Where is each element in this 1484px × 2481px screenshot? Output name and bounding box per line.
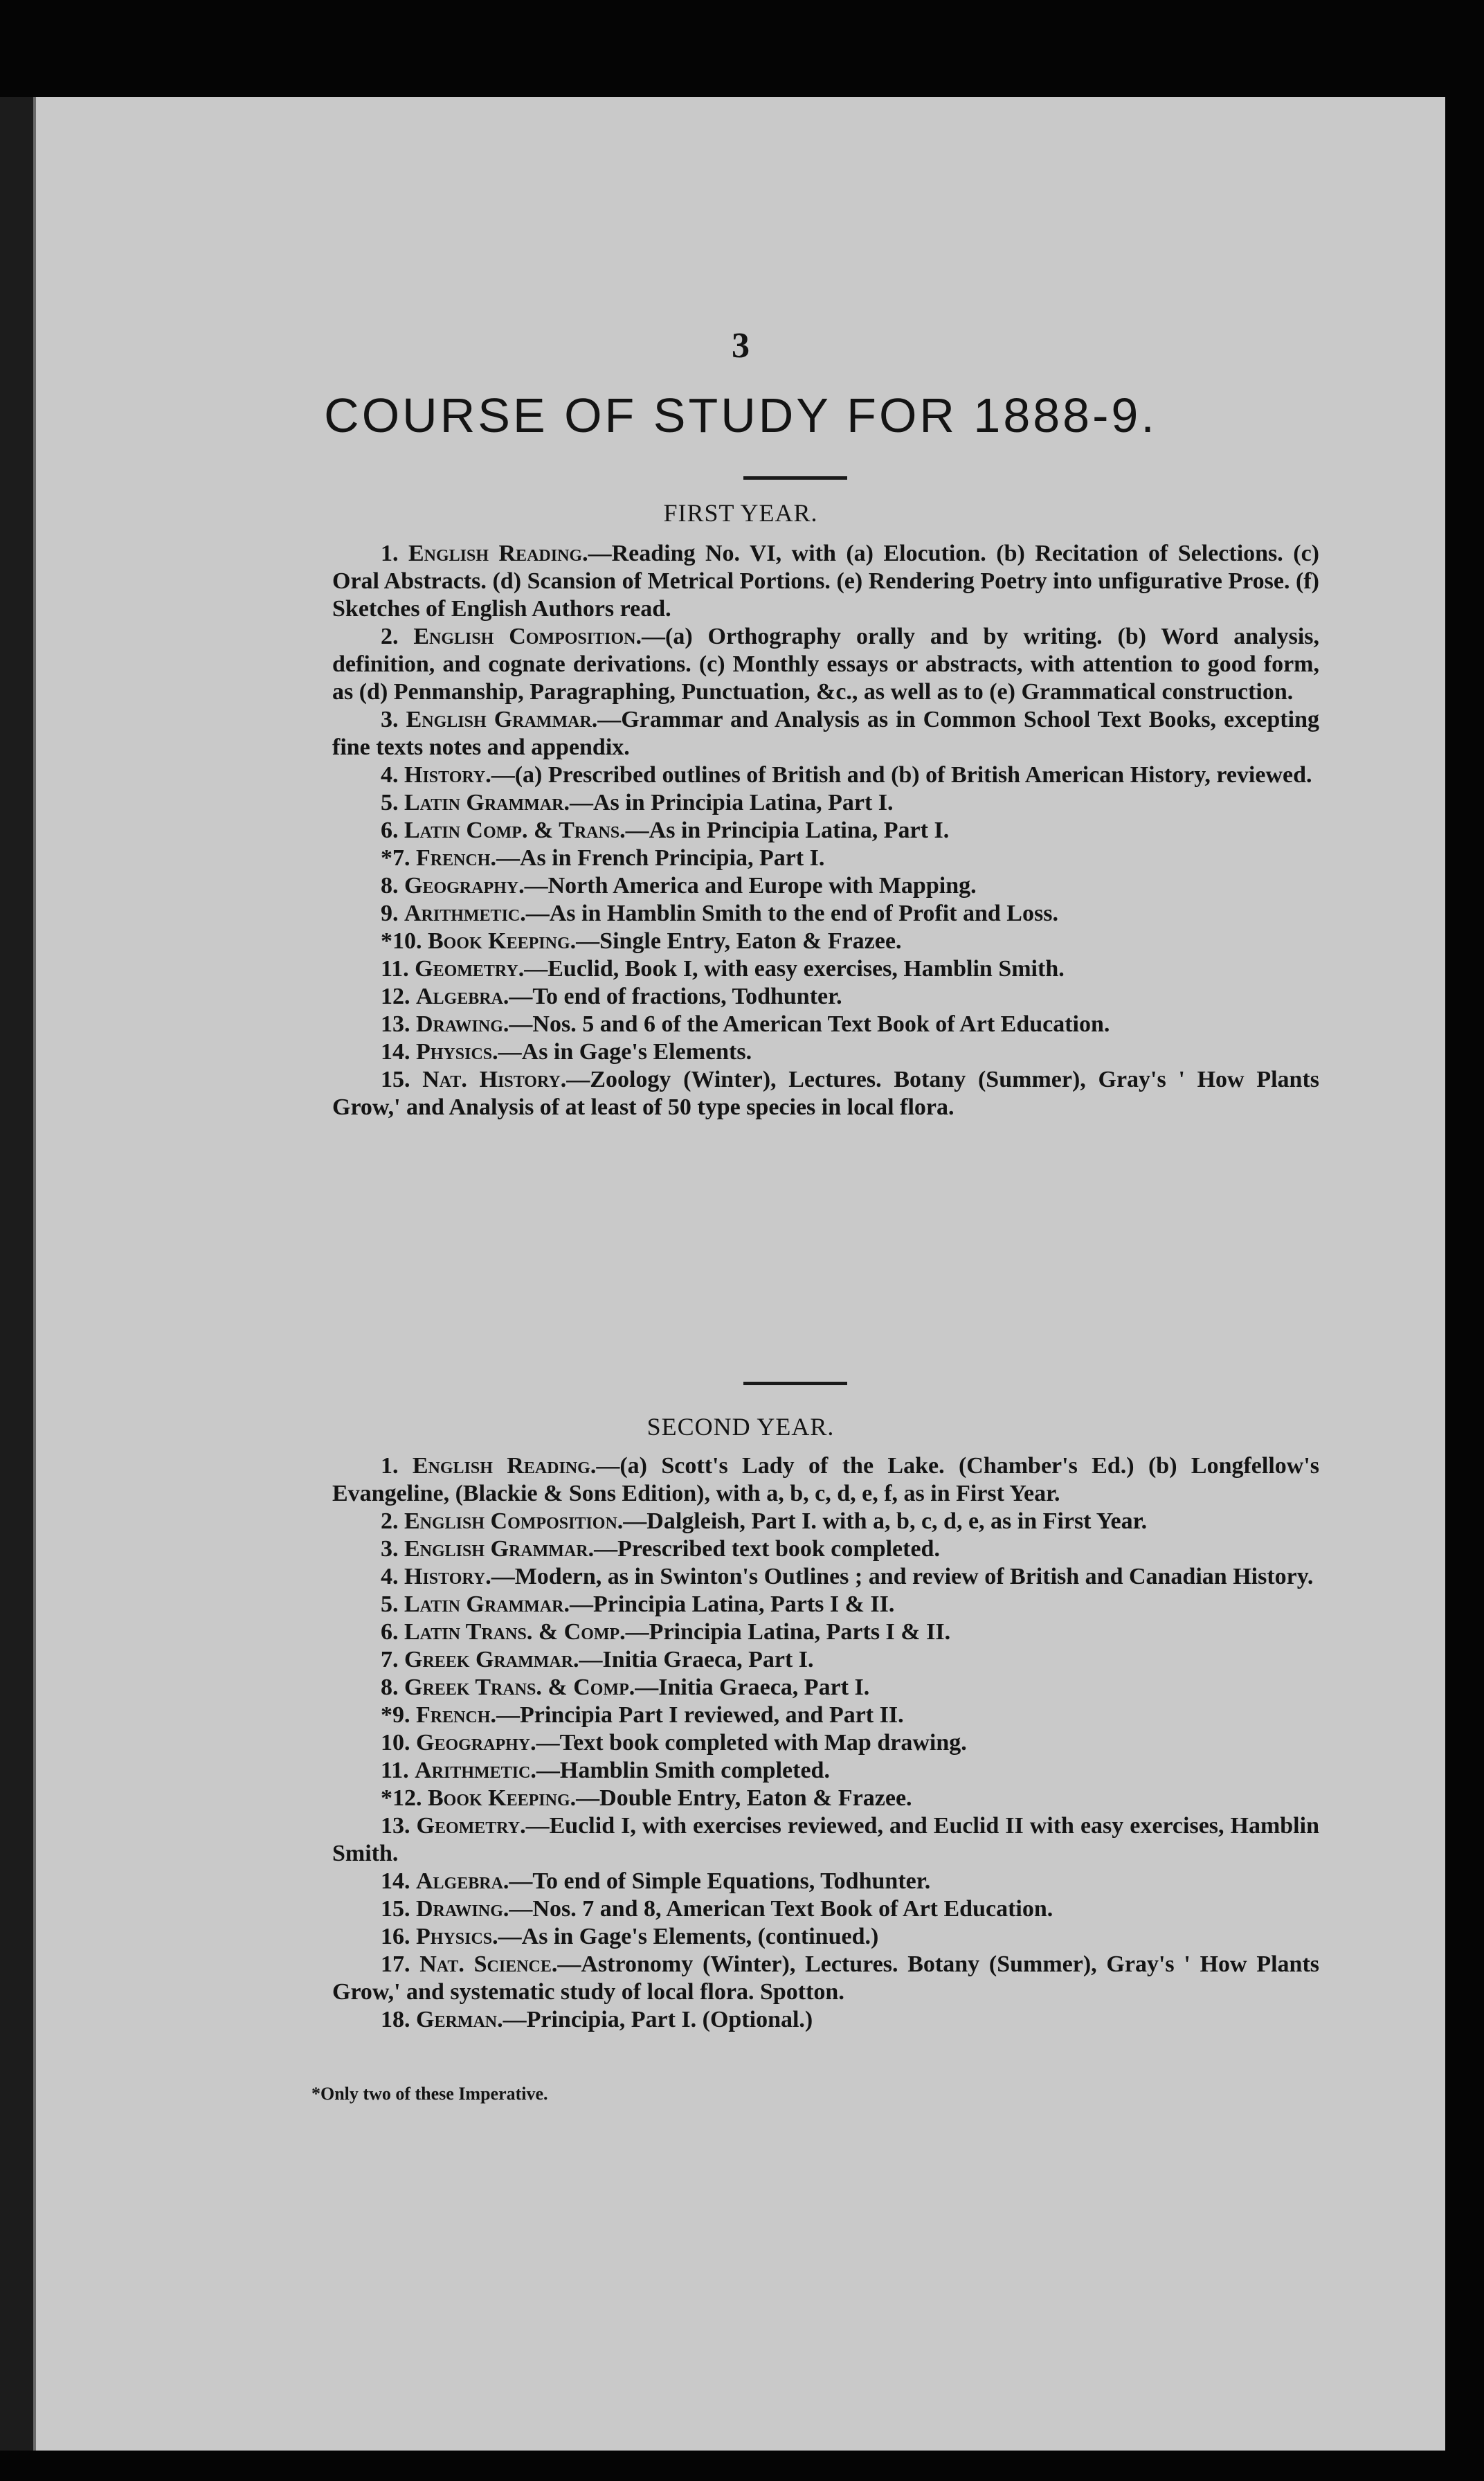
item-description: —Nos. 5 and 6 of the American Text Book of Art Education.	[509, 1011, 1110, 1037]
item-number: 4.	[381, 762, 404, 788]
course-item	[332, 1535, 1319, 1563]
item-number: 4.	[381, 1564, 404, 1589]
section-divider	[743, 1382, 847, 1385]
item-number: 6.	[381, 818, 404, 843]
item-description: —Principia Latina, Parts I & II.	[625, 1619, 951, 1645]
item-number: 2.	[381, 624, 414, 649]
second-year-heading: SECOND YEAR.	[646, 1413, 835, 1441]
item-number: *7.	[381, 845, 416, 871]
item-subject: Drawing.	[416, 1896, 509, 1922]
course-item	[332, 1868, 1319, 1895]
item-number: 7.	[381, 1647, 404, 1672]
course-item	[332, 789, 1319, 817]
item-number: 18.	[381, 2007, 416, 2032]
item-subject: History.	[404, 762, 491, 788]
item-number: *10.	[381, 928, 428, 954]
item-subject: History.	[404, 1564, 491, 1589]
item-description: —(a) Prescribed outlines of British and (b) of British American History, reviewed.	[491, 762, 1312, 788]
item-subject: Latin Comp. & Trans.	[404, 818, 626, 843]
first-year-list	[332, 540, 1319, 1121]
course-item	[332, 845, 1319, 872]
footnote: *Only two of these Imperative.	[311, 2084, 548, 2104]
item-subject: French.	[416, 1702, 496, 1728]
document-page	[33, 97, 1445, 2451]
item-number: 3.	[381, 707, 406, 732]
course-item	[332, 1066, 1319, 1121]
page-edge-shadow	[0, 97, 33, 2451]
item-subject: English Grammar.	[404, 1536, 595, 1562]
item-description: —To end of fractions, Todhunter.	[509, 984, 842, 1009]
course-item	[332, 1951, 1319, 2006]
item-subject: Physics.	[416, 1039, 498, 1065]
item-number: *12.	[381, 1785, 428, 1811]
course-item	[332, 1895, 1319, 1923]
item-number: 3.	[381, 1536, 404, 1562]
item-description: —Initia Graeca, Part I.	[579, 1647, 814, 1672]
course-item	[332, 1785, 1319, 1812]
item-number: 13.	[381, 1813, 417, 1839]
item-description: —As in French Principia, Part I.	[496, 845, 825, 871]
item-subject: Geometry.	[416, 1813, 526, 1839]
item-subject: Greek Grammar.	[404, 1647, 579, 1672]
item-number: *9.	[381, 1702, 416, 1728]
title-divider	[743, 476, 847, 480]
item-description: —Euclid I, with exercises reviewed, and Euclid II with easy exercises, Hamblin Smith.	[332, 1813, 1319, 1866]
item-number: 14.	[381, 1868, 416, 1894]
item-number: 5.	[381, 1591, 404, 1617]
course-item	[332, 2006, 1319, 2034]
item-subject: English Reading.	[412, 1453, 597, 1479]
item-subject: Arithmetic.	[415, 1758, 536, 1783]
item-description: —(a) Scott's Lady of the Lake. (Chamber's Ed.) (b) Longfellow's Evangeline, (Blackie & Sons Edition), with a, b, c, d, e, f, as in First Year.	[332, 1453, 1320, 1506]
item-description: —Single Entry, Eaton & Frazee.	[576, 928, 902, 954]
item-description: —Zoology (Winter), Lectures. Botany (Summer), Gray's ' How Plants Grow,' and Analysis of at least of 50 type species in local flora.	[332, 1067, 1320, 1120]
item-subject: English Composition.	[404, 1508, 624, 1534]
item-subject: Latin Grammar.	[404, 1591, 570, 1617]
item-description: —Euclid, Book I, with easy exercises, Hamblin Smith.	[524, 956, 1065, 982]
course-item	[332, 1452, 1319, 1508]
course-item	[332, 1591, 1319, 1618]
item-subject: Algebra.	[416, 1868, 509, 1894]
item-number: 8.	[381, 1675, 404, 1700]
course-item	[332, 1812, 1319, 1868]
item-number: 1.	[381, 1453, 413, 1479]
item-subject: Greek Trans. & Comp.	[404, 1675, 635, 1700]
item-subject: French.	[416, 845, 496, 871]
course-item	[332, 1038, 1319, 1066]
item-subject: Geography.	[404, 873, 525, 899]
item-number: 8.	[381, 873, 404, 899]
item-subject: Geometry.	[415, 956, 525, 982]
first-year-heading: FIRST YEAR.	[663, 499, 818, 527]
item-subject: Algebra.	[416, 984, 509, 1009]
item-description: —Modern, as in Swinton's Outlines ; and review of British and Canadian History.	[491, 1564, 1314, 1589]
item-number: 17.	[381, 1951, 420, 1977]
item-description: —To end of Simple Equations, Todhunter.	[509, 1868, 931, 1894]
item-description: —As in Gage's Elements.	[498, 1039, 752, 1065]
item-description: —Principia Part I reviewed, and Part II.	[496, 1702, 904, 1728]
item-subject: English Composition.	[413, 624, 642, 649]
course-item	[332, 1702, 1319, 1729]
course-item	[332, 817, 1319, 845]
item-subject: Nat. History.	[422, 1067, 567, 1092]
item-number: 15.	[381, 1067, 423, 1092]
item-subject: English Reading.	[408, 541, 588, 566]
item-number: 1.	[381, 541, 408, 566]
item-description: —Text book completed with Map drawing.	[536, 1730, 967, 1756]
item-number: 14.	[381, 1039, 416, 1065]
course-item	[332, 540, 1319, 623]
item-subject: Drawing.	[416, 1011, 509, 1037]
second-year-list	[332, 1452, 1319, 2034]
item-subject: Latin Grammar.	[404, 790, 570, 815]
course-item	[332, 872, 1319, 900]
page-title: COURSE OF STUDY FOR 1888-9.	[324, 388, 1157, 442]
item-number: 6.	[381, 1619, 404, 1645]
item-subject: Latin Trans. & Comp.	[404, 1619, 626, 1645]
item-subject: English Grammar.	[406, 707, 598, 732]
item-subject: German.	[416, 2007, 503, 2032]
item-number: 13.	[381, 1011, 416, 1037]
course-item	[332, 761, 1319, 789]
item-number: 15.	[381, 1896, 416, 1922]
item-description: —Principia, Part I. (Optional.)	[503, 2007, 813, 2032]
course-item	[332, 1508, 1319, 1535]
item-description: —Grammar and Analysis as in Common School Text Books, excepting fine texts notes and appendix.	[332, 707, 1319, 760]
item-number: 12.	[381, 984, 416, 1009]
item-number: 11.	[381, 956, 415, 982]
course-item	[332, 706, 1319, 761]
item-description: —Prescribed text book completed.	[594, 1536, 940, 1562]
item-subject: Book Keeping.	[428, 928, 577, 954]
item-number: 2.	[381, 1508, 404, 1534]
course-item	[332, 1729, 1319, 1757]
item-number: 5.	[381, 790, 404, 815]
item-description: —Nos. 7 and 8, American Text Book of Art Education.	[509, 1896, 1053, 1922]
course-item	[332, 928, 1319, 955]
item-description: —(a) Orthography orally and by writing. (b) Word analysis, definition, and cognate derivations. (c) Monthly essays or abstracts, with attention to good form, as (d) Penmanship, Paragraphing, Punctuation, &c., as well as to (e) Grammatical construction.	[332, 624, 1319, 705]
item-number: 10.	[381, 1730, 416, 1756]
course-item	[332, 983, 1319, 1011]
item-description: —As in Principia Latina, Part I.	[625, 818, 950, 843]
course-item	[332, 1011, 1319, 1038]
course-item	[332, 955, 1319, 983]
course-item	[332, 1923, 1319, 1951]
item-description: —Reading No. VI, with (a) Elocution. (b) Recitation of Selections. (c) Oral Abstracts. (d) Scansion of Metrical Portions. (e) Rendering Poetry into unfigurative Prose. (f) Sketches of English Authors read.	[332, 541, 1319, 622]
item-number: 9.	[381, 901, 404, 926]
item-description: —North America and Europe with Mapping.	[524, 873, 977, 899]
item-description: —As in Principia Latina, Part I.	[570, 790, 894, 815]
course-item	[332, 900, 1319, 928]
item-description: —Double Entry, Eaton & Frazee.	[576, 1785, 912, 1811]
item-description: —Hamblin Smith completed.	[536, 1758, 830, 1783]
course-item	[332, 1646, 1319, 1674]
course-item	[332, 1563, 1319, 1591]
page-number: 3	[732, 326, 750, 366]
course-item	[332, 1618, 1319, 1646]
item-subject: Geography.	[416, 1730, 536, 1756]
course-item	[332, 623, 1319, 706]
item-description: —Initia Graeca, Part I.	[635, 1675, 870, 1700]
item-subject: Book Keeping.	[428, 1785, 577, 1811]
item-description: —Astronomy (Winter), Lectures. Botany (Summer), Gray's ' How Plants Grow,' and systematic study of local flora. Spotton.	[332, 1951, 1319, 2005]
item-description: —As in Hamblin Smith to the end of Profit and Loss.	[525, 901, 1058, 926]
item-description: —As in Gage's Elements, (continued.)	[498, 1924, 879, 1949]
course-item	[332, 1757, 1319, 1785]
item-description: —Principia Latina, Parts I & II.	[570, 1591, 895, 1617]
item-subject: Nat. Science.	[419, 1951, 558, 1977]
item-subject: Physics.	[416, 1924, 498, 1949]
item-number: 16.	[381, 1924, 416, 1949]
item-number: 11.	[381, 1758, 415, 1783]
item-description: —Dalgleish, Part I. with a, b, c, d, e, as in First Year.	[623, 1508, 1148, 1534]
item-subject: Arithmetic.	[404, 901, 526, 926]
course-item	[332, 1674, 1319, 1702]
